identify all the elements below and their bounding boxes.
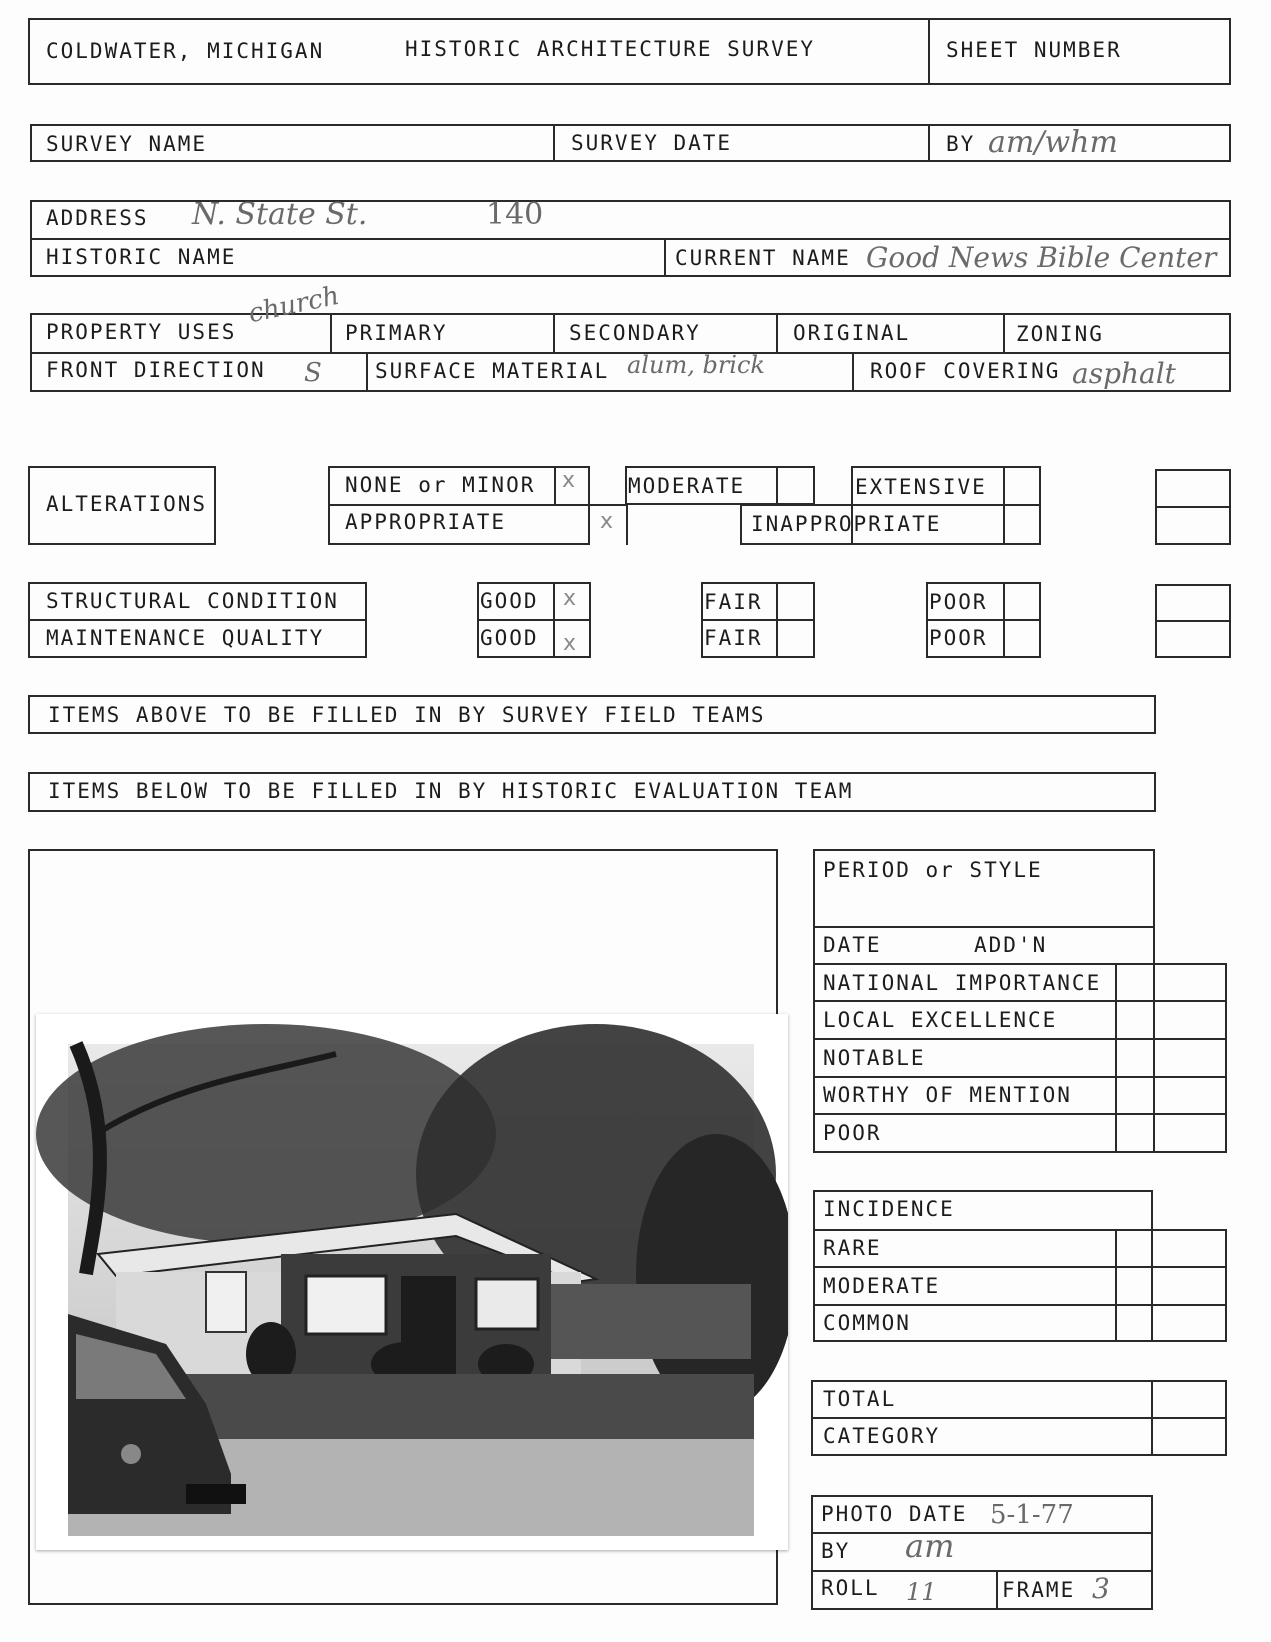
roof-covering-value: asphalt xyxy=(1072,357,1176,390)
maintenance-poor: POOR xyxy=(929,626,988,650)
total-divider xyxy=(1151,1380,1153,1456)
survey-name-label: SURVEY NAME xyxy=(46,132,208,156)
property-divider-4 xyxy=(1003,313,1005,352)
condition-score-mid xyxy=(1155,620,1231,622)
alterations-none-check-divider xyxy=(554,466,556,504)
alterations-moderate-check-divider xyxy=(776,466,778,505)
header-title: HISTORIC ARCHITECTURE SURVEY xyxy=(405,37,816,61)
frame-value: 3 xyxy=(1092,1572,1110,1605)
incidence-label: INCIDENCE xyxy=(823,1197,955,1221)
roll-label: ROLL xyxy=(821,1576,880,1600)
incidence-score-divider xyxy=(1115,1229,1117,1342)
eval-score-right xyxy=(1225,963,1227,1153)
alterations-inappr-left xyxy=(740,504,742,545)
eval-line-4 xyxy=(813,1038,1227,1040)
roll-value: 11 xyxy=(906,1578,937,1606)
surface-material-label: SURFACE MATERIAL xyxy=(375,359,610,383)
eval-line-5 xyxy=(813,1076,1227,1078)
incidence-line-1 xyxy=(813,1229,1227,1231)
note-above: ITEMS ABOVE TO BE FILLED IN BY SURVEY FIELD TEAMS xyxy=(48,703,766,727)
historic-name-label: HISTORIC NAME xyxy=(46,245,237,269)
incidence-line-4 xyxy=(1115,1340,1227,1342)
property-uses-value: church xyxy=(245,280,342,330)
primary-label: PRIMARY xyxy=(345,321,448,345)
photo-info-divider xyxy=(996,1570,998,1610)
header-divider xyxy=(928,18,930,85)
frame-label: FRAME xyxy=(1002,1578,1076,1602)
survey-by-label: BY xyxy=(946,132,976,156)
alterations-none-minor: NONE or MINOR xyxy=(345,473,536,497)
maintenance-fair: FAIR xyxy=(704,626,763,650)
alterations-mid-line-a xyxy=(328,504,628,506)
eval-score-divider xyxy=(1115,963,1117,1153)
incidence-line-2 xyxy=(813,1266,1227,1268)
secondary-label: SECONDARY xyxy=(569,321,701,345)
category-label: CATEGORY xyxy=(823,1424,941,1448)
notable-label: NOTABLE xyxy=(823,1046,926,1070)
incidence-line-3 xyxy=(813,1304,1227,1306)
original-label: ORIGINAL xyxy=(793,321,911,345)
alterations-appropriate: APPROPRIATE xyxy=(345,510,507,534)
local-excellence-label: LOCAL EXCELLENCE xyxy=(823,1008,1058,1032)
note-below: ITEMS BELOW TO BE FILLED IN BY HISTORIC EVALUATION TEAM xyxy=(48,779,854,803)
names-divider xyxy=(664,238,666,277)
alterations-appropriate-mark: x xyxy=(600,509,614,534)
address-divider xyxy=(30,238,1231,240)
eval-line-6 xyxy=(813,1113,1227,1115)
alterations-mid-line-b xyxy=(740,504,1041,506)
property-divider-5 xyxy=(366,352,368,392)
condition-poor-mid xyxy=(926,619,1041,621)
property-divider-3 xyxy=(776,313,778,352)
photo-date-label: PHOTO DATE xyxy=(821,1502,968,1526)
surface-material-value: alum, brick xyxy=(627,351,765,379)
survey-by-value: am/whm xyxy=(988,125,1118,160)
alterations-inappr-bottom xyxy=(740,543,851,545)
header-city: COLDWATER, MICHIGAN xyxy=(46,39,325,63)
incidence-moderate-label: MODERATE xyxy=(823,1274,941,1298)
structural-condition-label: STRUCTURAL CONDITION xyxy=(46,589,339,613)
photo-by-label: BY xyxy=(821,1539,851,1563)
sheet-number-label: SHEET NUMBER xyxy=(946,38,1122,62)
condition-poor-divider xyxy=(1003,582,1005,658)
current-name-label: CURRENT NAME xyxy=(675,246,851,270)
alterations-appr-check-right xyxy=(626,504,628,545)
maintenance-good: GOOD xyxy=(480,626,539,650)
structural-good: GOOD xyxy=(480,589,539,613)
alterations-label: ALTERATIONS xyxy=(46,492,208,516)
alterations-extensive-check-divider xyxy=(1003,466,1005,545)
condition-good-divider xyxy=(553,582,555,658)
rare-label: RARE xyxy=(823,1236,882,1260)
alterations-score-mid xyxy=(1155,506,1231,508)
property-divider-2 xyxy=(553,313,555,352)
condition-good-mid xyxy=(477,619,591,621)
address-value: N. State St. xyxy=(192,197,368,232)
structural-poor: POOR xyxy=(929,590,988,614)
property-divider-6 xyxy=(852,352,854,392)
common-label: COMMON xyxy=(823,1311,911,1335)
condition-fair-mid xyxy=(701,619,815,621)
eval-line-3 xyxy=(813,1000,1227,1002)
front-direction-label: FRONT DIRECTION xyxy=(46,358,266,382)
roof-covering-label: ROOF COVERING xyxy=(870,359,1061,383)
survey-divider-1 xyxy=(553,124,555,162)
photo-info-line-1 xyxy=(811,1532,1153,1534)
property-divider-1 xyxy=(330,313,332,352)
total-mid xyxy=(811,1417,1227,1419)
maintenance-good-mark: x xyxy=(563,631,577,656)
survey-divider-2 xyxy=(928,124,930,162)
alterations-extensive: EXTENSIVE xyxy=(855,475,987,499)
worthy-label: WORTHY OF MENTION xyxy=(823,1083,1072,1107)
period-style-label: PERIOD or STYLE xyxy=(823,858,1043,882)
condition-fair-divider xyxy=(776,582,778,658)
front-direction-value: S xyxy=(304,358,322,388)
photo-by-value: am xyxy=(905,1527,955,1565)
poor-label: POOR xyxy=(823,1121,882,1145)
alterations-moderate: MODERATE xyxy=(628,474,746,498)
alterations-none-mark: x xyxy=(562,468,576,493)
eval-line-1 xyxy=(813,926,1155,928)
national-importance-label: NATIONAL IMPORTANCE xyxy=(823,971,1102,995)
building-photo-image xyxy=(36,1014,788,1550)
zoning-label: ZONING xyxy=(1016,322,1104,346)
address-number: 140 xyxy=(486,197,544,232)
structural-good-mark: x xyxy=(563,586,577,611)
alterations-inappropriate: INAPPROPRIATE xyxy=(751,512,942,536)
structural-fair: FAIR xyxy=(704,590,763,614)
building-photo xyxy=(36,1014,788,1550)
photo-date-value: 5-1-77 xyxy=(990,1500,1074,1530)
addn-label: ADD'N xyxy=(974,933,1048,957)
eval-line-7 xyxy=(813,1151,1227,1153)
total-label: TOTAL xyxy=(823,1387,897,1411)
maintenance-quality-label: MAINTENANCE QUALITY xyxy=(46,626,325,650)
eval-line-2 xyxy=(813,963,1227,965)
survey-date-label: SURVEY DATE xyxy=(571,131,733,155)
date-label: DATE xyxy=(823,933,882,957)
current-name-value: Good News Bible Center xyxy=(866,241,1217,274)
property-uses-label: PROPERTY USES xyxy=(46,320,237,344)
condition-label-mid xyxy=(28,619,367,621)
incidence-score-right xyxy=(1225,1229,1227,1342)
address-label: ADDRESS xyxy=(46,206,149,230)
